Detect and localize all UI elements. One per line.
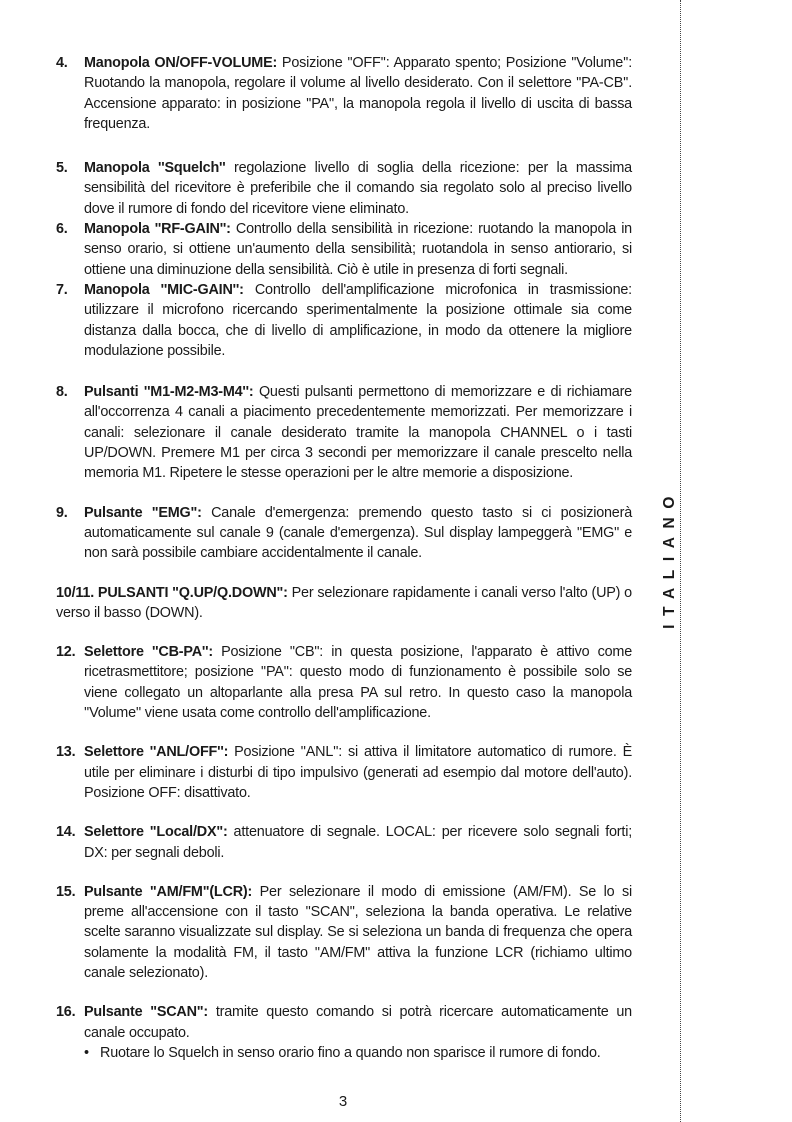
item-title: Manopola ''RF-GAIN'':: [84, 221, 231, 238]
item-text: Posizione ''ANL'': si attiva il limitatore automatico di rumore. È utile per eliminare i disturbi di tipo impulsivo (generati ad esempio dal motore dell'auto). Posizione OFF: disattivato.: [84, 744, 632, 801]
item-number: 9.: [56, 504, 68, 521]
item-title: Selettore "Local/DX":: [84, 824, 228, 841]
list-item: [56, 642, 632, 723]
list-item: [56, 503, 632, 564]
bullet-symbol: •: [84, 1044, 89, 1061]
item-number: 15.: [56, 883, 76, 900]
item-title: Selettore ''ANL/OFF'':: [84, 744, 229, 761]
bullet-point: [84, 1043, 632, 1063]
item-text: Posizione ''OFF'': Apparato spento; Posizione ''Volume'': Ruotando la manopola, regolare il volume al livello desiderato. Con il selettore ''PA-CB''. Accensione apparato: in posizione ''PA'', la manopola regola il livello di uscita di bassa frequenza.: [84, 55, 633, 132]
item-number: 6.: [56, 221, 68, 238]
item-number: 16.: [56, 1004, 76, 1021]
list-item: [56, 382, 632, 483]
item-number: 7.: [56, 281, 68, 298]
item-title: PULSANTI "Q.UP/Q.DOWN":: [97, 584, 288, 601]
item-text: Per selezionare il modo di emissione (AM/FM). Se lo si preme all'accensione con il tasto "SCAN", seleziona la banda operativa. Le relative scelte saranno visualizzate sul display. Se si seleziona un banda di frequenza che opera solamente la modalità FM, il tasto "AM/FM" attiva la funzione LCR (richiamo ultimo canale selezionato).: [84, 883, 632, 981]
list-item: [56, 280, 632, 361]
item-number: 10/11.: [56, 584, 95, 601]
item-number: 14.: [56, 824, 76, 841]
item-title: Selettore ''CB-PA'':: [84, 644, 213, 661]
item-title: Pulsante "SCAN":: [84, 1004, 209, 1021]
item-number: 5.: [56, 160, 68, 177]
item-title: Pulsante "EMG":: [84, 504, 202, 521]
item-text: Controllo della sensibilità in ricezione: ruotando la manopola in senso orario, si ottiene un'aumento della sensibilità; ruotandola in senso antiorario, si ottiene una diminuzione della sensibilità. Ciò è utile in presenza di forti segnali.: [84, 221, 632, 278]
list-item: [56, 822, 632, 863]
item-text: Posizione "CB": in questa posizione, l'apparato è attivo come ricetrasmettitore; posizione ''PA'': questo modo di funzionamento è possibile solo se viene collegato un altoparlante alla presa PA sul retro. In questo caso la manopola ''Volume'' viene usata come controllo dell'amplificazione.: [84, 644, 632, 722]
item-text: Controllo dell'amplificazione microfonica in trasmissione: utilizzare il microfono ricercando sperimentalmente la posizione ottimale sia come distanza dalla bocca, che di livello di amplificazione, in modo da ottenere la migliore modulazione possibile.: [84, 281, 632, 359]
instruction-list: [56, 53, 632, 1063]
list-item: [56, 219, 632, 280]
item-title: Manopola ''MIC-GAIN'':: [84, 281, 244, 298]
bullet-text: Ruotare lo Squelch in senso orario fino a quando non sparisce il rumore di fondo.: [100, 1044, 601, 1061]
item-text: Questi pulsanti permettono di memorizzare e di richiamare all'occorrenza 4 canali a piacimento precedentemente memorizzati. Per memorizzare i canali: selezionare il canale desiderato tramite la manopola CHANNEL o i tasti UP/DOWN. Premere M1 per circa 3 secondi per memorizzare il canale prescelto nella memoria M1. Ripetere le stesse operazioni per le altre memorie a disposizione.: [84, 384, 632, 482]
item-number: 12.: [56, 644, 76, 661]
list-item: [56, 583, 632, 624]
item-number: 4.: [56, 55, 68, 71]
item-title: Pulsante "AM/FM"(LCR):: [84, 883, 253, 900]
item-text: Per selezionare rapidamente i canali verso l'alto (UP) o verso il basso (DOWN).: [56, 584, 632, 621]
list-item: [56, 53, 632, 134]
language-tab: ITALIANO: [661, 488, 678, 629]
item-title: Manopola ON/OFF-VOLUME:: [84, 55, 278, 71]
item-text: Canale d'emergenza: premendo questo tasto si ci posizionerà automaticamente sul canale 9 (canale d'emergenza). Sul display lampeggerà "EMG" e non sarà possibile cambiare accidentalmente il canale.: [84, 504, 633, 562]
item-title: Manopola ''Squelch'': [84, 160, 226, 177]
item-text: regolazione livello di soglia della ricezione: per la massima sensibilità del ricevitore è preferibile che il comando sia regolato solo al preciso livello dove il rumore di fondo del ricevitore viene eliminato.: [84, 160, 632, 217]
item-text: attenuatore di segnale. LOCAL: per ricevere solo segnali forti; DX: per segnali deboli.: [84, 824, 632, 861]
item-title: Pulsanti ''M1-M2-M3-M4'':: [84, 384, 254, 401]
list-item: [56, 158, 632, 219]
list-item: [56, 742, 632, 803]
item-text: tramite questo comando si potrà ricercare automaticamente un canale occupato.: [84, 1004, 632, 1041]
item-number: 8.: [56, 384, 68, 401]
list-item: [56, 1002, 632, 1063]
item-number: 13.: [56, 744, 76, 761]
page-number: 3: [338, 1093, 348, 1110]
cut-line: [680, 0, 681, 1122]
list-item: [56, 882, 632, 983]
